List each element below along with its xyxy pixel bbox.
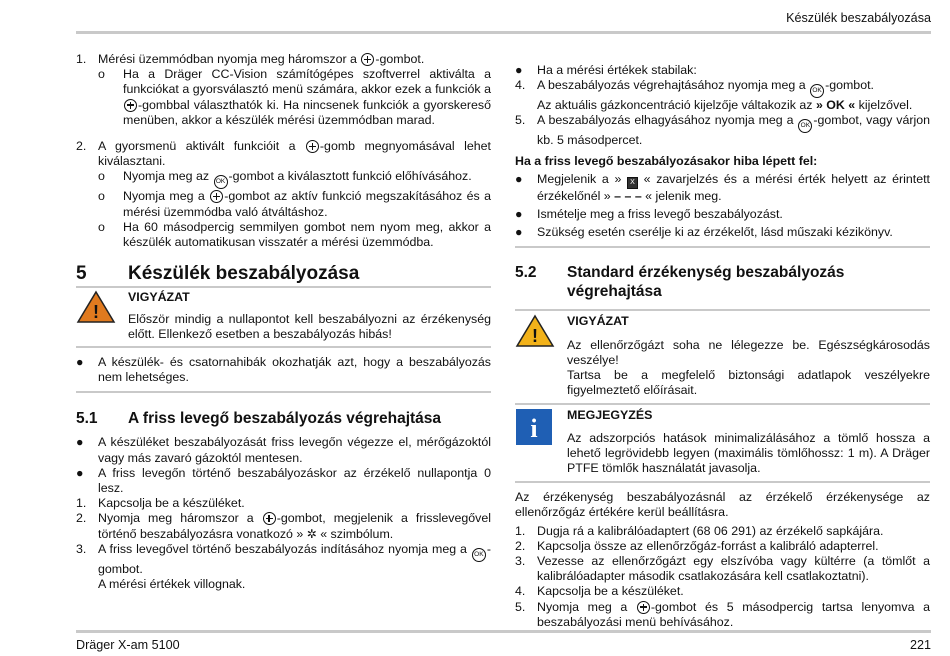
bullet-stable: ● Ha a mérési értékek stabilak:	[515, 63, 697, 77]
error-heading: Ha a friss levegő beszabályozásakor hiba lépett fel:	[515, 153, 818, 168]
step-2-sub-2: o Nyomja meg a -gombot az aktív funkció megszakításához és a mérési üzemmódba való átváltáshoz.	[98, 189, 491, 219]
step-5-1-1: 1. Kapcsolja be a készüléket.	[76, 496, 245, 511]
step-5-2-2: 2. Kapcsolja össze az ellenőrzőgáz-forrást a kalibráló adapterrel.	[515, 538, 879, 553]
svg-text:!: !	[93, 302, 99, 323]
step-5: 5. A beszabályozás elhagyásához nyomja meg a OK -gombot, vagy várjon kb. 5 másodpercet.	[515, 113, 930, 148]
caution-text-1: Az ellenőrzőgázt soha ne lélegezze be. Egészségkárosodás veszélye!	[567, 337, 930, 367]
note-label: MEGJEGYZÉS	[567, 408, 653, 423]
step-4: 4. A beszabályozás végrehajtásához nyomja meg a OK -gombot. Az aktuális gázkoncentráció kijelzője váltakozik az » OK « kijelzővel.	[515, 78, 913, 113]
step-5-2-4: 4. Kapcsolja be a készüléket.	[515, 584, 684, 599]
error-bullet-2: ● Ismételje meg a friss levegő beszabályozást.	[515, 207, 783, 222]
bullet-5-1-a: ● A készüléket beszabályozását friss levegőn végezze el, mérőgázoktól vagy más zavaró gázoktól mentesen.	[76, 435, 491, 465]
error-bullet-1: ● Megjelenik a » X « zavarjelzés és a mérési érték helyett az érintett érzékelőnél » – – – « jelenik meg.	[515, 171, 930, 203]
section-5-1-heading: 5.1 A friss levegő beszabályozás végrehajtása	[76, 410, 442, 428]
step-5-2-3: 3. Vezesse az ellenőrzőgázt egy elszívóba vagy kültérre (a tömlőt a kalibrálóadapter második csatlakozására kell csatlakoztatni).	[515, 554, 930, 584]
plus-key-icon	[263, 512, 276, 525]
error-bullet-3: ● Szükség esetén cserélje ki az érzékelőt, lásd műszaki kézikönyv.	[515, 225, 893, 240]
warning-icon	[76, 290, 116, 324]
running-header: Készülék beszabályozása	[786, 11, 931, 25]
caution-text: Először mindig a nullapontot kell beszabályozni az érzékenység előtt. Ellenkező esetben a beszabályozás hibás!	[128, 311, 491, 341]
caution-box-1	[76, 290, 491, 342]
svg-text:i: i	[530, 414, 538, 444]
caution-rule	[76, 286, 491, 288]
plus-key-icon	[637, 601, 650, 614]
info-icon	[515, 408, 555, 446]
bullet-5-1-b: ● A friss levegőn történő beszabályozáskor az érzékelő nullapontja 0 lesz.	[76, 465, 491, 496]
step-2: 2. A gyorsmenü aktivált funkcióit a -gomb megnyomásával lehet kiválasztani.	[76, 139, 491, 169]
step-5-2-1: 1. Dugja rá a kalibrálóadaptert (68 06 291) az érzékelő sapkájára.	[515, 523, 884, 538]
ok-key-icon: OK	[810, 84, 824, 98]
right-column	[515, 63, 930, 630]
caution-text-2: Tartsa be a megfelelő biztonsági adatlapok veszélyekre figyelmeztető előírásait.	[567, 368, 930, 398]
svg-text:!: !	[532, 326, 538, 347]
bullet-faults: ● A készülék- és csatornahibák okozhatják azt, hogy a beszabályozás nem lehetséges.	[76, 355, 491, 385]
ok-key-icon: OK	[214, 175, 228, 189]
step-1-sub: o Ha a Dräger CC-Vision számítógépes szoftverrel aktiválta a funkciókat a gyorsválasztó menü számára, akkor ezek a funkciók a -gombbal választhatók ki. Ha nincsenek funkciók a gyorskereső menüben, akkor a készülék mérési üzemmódban marad.	[98, 67, 491, 127]
section-5-2-heading: 5.2 Standard érzékenység beszabályozás végrehajtása	[515, 264, 845, 301]
step-5-1-2: 2. Nyomja meg háromszor a -gombot, megjelenik a frisslevegővel történő beszabályozásra vonatkozó » ✲ « szimbólum.	[76, 511, 491, 541]
section-rule	[515, 246, 930, 248]
plus-key-icon	[124, 99, 137, 112]
caution-rule	[515, 309, 930, 311]
section-5-heading: 5 Készülék beszabályozása	[76, 263, 360, 285]
caution-box-2	[515, 314, 930, 398]
footer-product: Dräger X-am 5100	[76, 638, 180, 652]
plus-key-icon	[306, 140, 319, 153]
left-column	[76, 52, 491, 592]
step-1: 1. Mérési üzemmódban nyomja meg háromszor a -gombot.	[76, 52, 425, 66]
caution-label: VIGYÁZAT	[567, 314, 629, 329]
note-box	[515, 408, 930, 476]
section-rule	[76, 391, 491, 393]
fresh-air-symbol-icon: ✲	[306, 526, 317, 541]
caution-label: VIGYÁZAT	[128, 290, 190, 305]
step-2-sub-3: o Ha 60 másodpercig semmilyen gombot nem nyom meg, akkor a készülék automatikusan visszatér a mérési üzemmódba.	[98, 219, 491, 250]
plus-key-icon	[210, 190, 223, 203]
note-rule	[515, 481, 930, 483]
caution-rule	[515, 403, 930, 405]
header-rule	[76, 31, 931, 34]
page-number: 221	[909, 638, 931, 652]
warning-icon	[515, 314, 555, 348]
step-5-2-5: 5. Nyomja meg a -gombot és 5 másodpercig tartsa lenyomva a beszabályozási menü behívásához.	[515, 599, 930, 629]
plus-key-icon	[361, 53, 374, 66]
ok-key-icon: OK	[798, 119, 812, 133]
step-2-sub-1: o Nyomja meg az OK -gombot a kiválasztott funkció előhívásához.	[98, 169, 491, 189]
note-text: Az adszorpciós hatások minimalizálásához a tömlő hossza a lehető legrövidebb legyen (maximális tömlőhossz: 1 m). A Dräger PTFE tömlők használatát javasolja.	[567, 430, 930, 476]
caution-rule	[76, 346, 491, 348]
step-5-1-3: 3. A friss levegővel történő beszabályozás indításához nyomja meg a OK -gombot. A mérési értékek villognak.	[76, 541, 491, 592]
ok-key-icon: OK	[472, 548, 486, 562]
error-symbol-icon: X	[627, 177, 638, 189]
footer-rule	[76, 630, 931, 633]
intro-text: Az érzékenység beszabályozásnál az érzékelő érzékenysége az ellenőrzőgáz értékére kerül beállításra.	[515, 490, 930, 520]
